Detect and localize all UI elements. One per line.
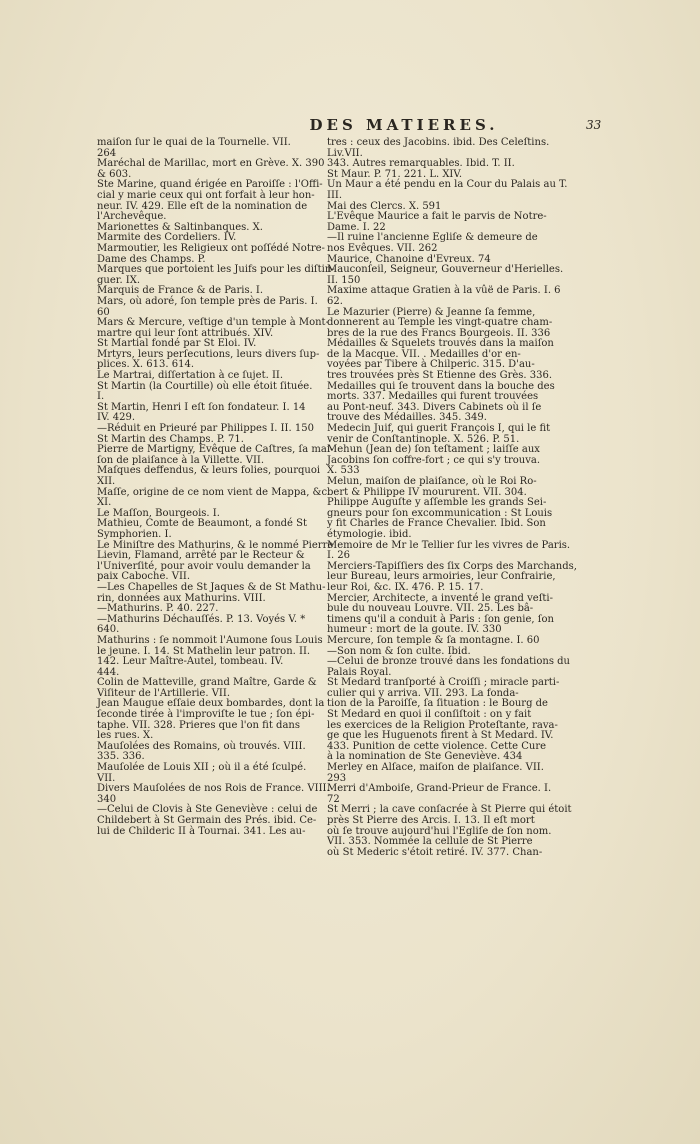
index-entry: II. 150 bbox=[327, 274, 361, 286]
index-entry: —Celui de bronze trouvé dans les fondations du bbox=[327, 656, 570, 668]
index-entry: paix Caboche. VII. bbox=[97, 571, 191, 583]
index-entry: nos Evêques. VII. 262 bbox=[327, 242, 438, 254]
index-entry: humeur : mort de la goute. IV. 330 bbox=[327, 624, 502, 636]
index-entry: St Martin (la Courtille) où elle étoit ſituée. bbox=[97, 380, 313, 392]
index-entry: ge que les Huguenots firent à St Medard. IV. bbox=[327, 730, 554, 742]
index-entry: Mathurins : ſe nommoit l'Aumone ſous Louis bbox=[97, 634, 323, 646]
index-entry: bres de la rue des Francs Bourgeois. II. 336 bbox=[327, 327, 551, 339]
index-entry: Merley en Alſace, maiſon de plaiſance. VII. bbox=[327, 762, 544, 774]
index-entry: Memoire de Mr le Tellier ſur les vivres de Paris. bbox=[327, 539, 571, 551]
index-entry: XII. bbox=[97, 476, 116, 487]
index-entry: St Medard tranſporté à Croiſſi ; miracle parti- bbox=[327, 677, 560, 689]
index-entry: 60 bbox=[97, 306, 110, 318]
index-entry: Mrtyrs, leurs perſecutions, leurs divers ſup- bbox=[97, 348, 320, 360]
index-entry: Maſſe, origine de ce nom vient de Mappa, &c. bbox=[97, 486, 331, 498]
index-entry: Palais Royal. bbox=[327, 666, 392, 678]
index-entry: IV. 429. bbox=[97, 412, 136, 424]
index-entry: leur Roi, &c. IX. 476. P. 15. 17. bbox=[327, 581, 484, 593]
index-entry: étymologie. ibid. bbox=[327, 528, 412, 540]
index-entry: culier qui y arriva. VII. 293. La fonda- bbox=[327, 687, 519, 699]
left-column bbox=[97, 138, 352, 837]
index-entry: les rues. X. bbox=[97, 730, 154, 742]
index-entry: Merri d'Amboiſe, Grand-Prieur de France. I. bbox=[327, 783, 552, 795]
index-entry: Jean Maugue eſſaie deux bombardes, dont la bbox=[97, 698, 325, 710]
index-entry: St Merri ; la cave conſacrée à St Pierre qui étoit bbox=[327, 804, 572, 816]
index-entry: gneurs pour ſon excommunication : St Louis bbox=[327, 507, 553, 519]
index-entry: Merciers-Tapiſſiers des ſix Corps des Marchands, bbox=[327, 560, 577, 572]
index-entry: Symphorien. I. bbox=[97, 528, 172, 540]
page-header: DES MATIERES. bbox=[309, 116, 499, 134]
index-entry: voyées par Tibere à Chilperic. 315. D'au- bbox=[327, 359, 535, 371]
index-entry: —Réduit en Prieuré par Philippes I. II. 150 bbox=[97, 423, 314, 435]
index-entry: tion de la Paroiſſe, ſa ſituation : le Bourg de bbox=[327, 698, 548, 710]
index-entry: XI. bbox=[97, 497, 112, 509]
index-entry: St Martin, Henri I eſt ſon fondateur. I. 14 bbox=[97, 401, 306, 413]
index-entry: Pierre de Martigny, Evêque de Caſtres, ſa mai- bbox=[97, 444, 334, 456]
index-entry: guer. IX. bbox=[97, 274, 141, 286]
index-entry: St Martin des Champs. P. 71. bbox=[97, 433, 244, 445]
index-entry: —Il ruine l'ancienne Egliſe & demeure de bbox=[327, 232, 538, 244]
index-entry: Maxime attaque Gratien à la vûë de Paris. I. 6 bbox=[327, 285, 561, 297]
index-entry: Medailles qui ſe trouvent dans la bouche des bbox=[327, 380, 555, 392]
index-entry: Marmoutier, les Religieux ont poſſédé Notre- bbox=[97, 242, 325, 254]
index-entry: martre qui leur ſont attribués. XIV. bbox=[97, 327, 274, 339]
index-entry: —Mathurins Déchauſſés. P. 13. Voyés V. * bbox=[97, 613, 306, 625]
index-entry: Maréchal de Marillac, mort en Grève. X. 390 bbox=[97, 158, 325, 170]
index-entry: Mauconſeil, Seigneur, Gouverneur d'Herielles. bbox=[327, 264, 564, 276]
index-entry: 444. bbox=[97, 666, 120, 678]
index-entry: 62. bbox=[327, 295, 343, 307]
index-entry: St Medard en quoi il conſiſtoit : on y fait bbox=[327, 709, 532, 721]
index-entry: à la nomination de Ste Geneviève. 434 bbox=[327, 751, 523, 763]
index-entry: I. 26 bbox=[327, 550, 351, 562]
index-entry: neur. IV. 429. Elle eſt de la nomination de bbox=[97, 200, 308, 212]
index-entry: Le Martrai, diſſertation à ce ſujet. II. bbox=[97, 370, 284, 382]
index-entry: ſeconde tirée à l'improviſte le tue ; ſon épi- bbox=[97, 709, 315, 721]
index-entry: 343. Autres remarquables. Ibid. T. II. bbox=[327, 158, 515, 170]
index-entry: l'Univerſité, pour avoir voulu demander la bbox=[97, 560, 311, 572]
index-entry: maiſon ſur le quai de la Tournelle. VII. bbox=[97, 137, 291, 148]
index-entry: de la Macque. VII. . Medailles d'or en- bbox=[327, 348, 521, 360]
index-entry: 142. Leur Maître-Autel, tombeau. IV. bbox=[97, 656, 284, 668]
index-entry: 335. 336. bbox=[97, 751, 145, 763]
index-entry: Melun, maiſon de plaiſance, où le Roi Ro- bbox=[327, 476, 537, 487]
index-entry: plices. X. 613. 614. bbox=[97, 359, 194, 371]
index-entry: I. bbox=[97, 391, 105, 403]
index-entry: Le Maſſon, Bourgeois. I. bbox=[97, 507, 220, 519]
index-entry: le jeune. I. 14. St Mathelin leur patron. II. bbox=[97, 645, 311, 657]
page-number: 33 bbox=[586, 118, 602, 132]
index-entry: Philippe Auguſte y aſſemble les grands Sei- bbox=[327, 497, 547, 509]
index-entry: donnerent au Temple les vingt-quatre cham- bbox=[327, 317, 553, 329]
index-entry: les exercices de la Religion Proteſtante, rava- bbox=[327, 719, 558, 731]
index-entry: VII. 353. Nommée la cellule de St Pierre bbox=[327, 836, 533, 848]
index-entry: taphe. VII. 328. Prieres que l'on fit dans bbox=[97, 719, 300, 731]
index-entry: timens qu'il a conduit à Paris : ſon genie, ſon bbox=[327, 613, 554, 625]
index-entry: —Les Chapelles de St Jaques & de St Mathu- bbox=[97, 581, 326, 593]
index-entry: Mathieu, Comte de Beaumont, a fondé St bbox=[97, 518, 307, 530]
index-entry: Divers Mauſolées de nos Rois de France. VIII. bbox=[97, 783, 330, 795]
index-entry: Un Maur a été pendu en la Cour du Palais au T. III. bbox=[327, 179, 568, 201]
index-entry: ſon de plaiſance à la Villette. VII. bbox=[97, 454, 265, 466]
index-entry: Marionettes & Saltinbanques. X. bbox=[97, 221, 263, 233]
index-entry: Mauſolées des Romains, où trouvés. VIII. bbox=[97, 740, 306, 752]
index-entry: —Celui de Clovis à Ste Geneviève : celui de bbox=[97, 804, 318, 816]
index-entry: Le Miniſtre des Mathurins, & le nommé Pierre bbox=[97, 539, 334, 551]
index-entry: bule du nouveau Louvre. VII. 25. Les bâ- bbox=[327, 603, 534, 615]
index-entry: où St Mederic s'étoit retiré. IV. 377. Chan- bbox=[327, 846, 543, 858]
index-entry: bert & Philippe IV moururent. VII. 304. bbox=[327, 486, 527, 498]
index-entry: Mercier, Architecte, a inventé le grand veſti- bbox=[327, 592, 553, 604]
index-entry: Mai des Clercs. X. 591 bbox=[327, 200, 442, 212]
index-entry: —Son nom & ſon culte. Ibid. bbox=[327, 645, 471, 657]
index-entry: Ste Marine, quand érigée en Paroiſſe : l'Offi- bbox=[97, 179, 323, 191]
index-entry: venir de Conſtantinople. X. 526. P. 51. bbox=[327, 433, 520, 445]
index-entry: & 603. bbox=[97, 168, 132, 180]
index-entry: Dame des Champs. P. bbox=[97, 253, 206, 265]
index-entry: St Maur. P. 71. 221. L. XIV. bbox=[327, 168, 463, 180]
index-entry: Medecin Juif, qui guerit François I, qui le fit bbox=[327, 423, 551, 435]
index-entry: Jacobins ſon coffre-fort ; ce qui s'y trouva. bbox=[327, 454, 541, 466]
index-entry: près St Pierre des Arcis. I. 13. Il eſt mort bbox=[327, 815, 535, 826]
index-entry: Le Mazurier (Pierre) & Jeanne ſa femme, bbox=[327, 306, 536, 318]
index-entry: 264 bbox=[97, 147, 117, 159]
index-entry: 340 bbox=[97, 793, 117, 805]
index-entry: 640. bbox=[97, 624, 120, 636]
index-entry: 293 bbox=[327, 772, 347, 784]
index-entry: lui de Childeric II à Tournai. 341. Les au- bbox=[97, 825, 306, 837]
index-entry: Maſques deffendus, & leurs folies, pourquoi bbox=[97, 465, 321, 477]
index-entry: L'Evêque Maurice a fait le parvis de Notre- bbox=[327, 211, 547, 223]
index-entry: 72 bbox=[327, 793, 340, 805]
index-entry: Mars & Mercure, veſtige d'un temple à Mont- bbox=[97, 317, 329, 329]
index-entry: 433. Punition de cette violence. Cette Cure bbox=[327, 740, 547, 752]
index-entry: X. 533 bbox=[327, 465, 360, 477]
index-entry: Maurice, Chanoine d'Evreux. 74 bbox=[327, 253, 491, 265]
index-entry: Marquis de France & de Paris. I. bbox=[97, 285, 264, 297]
index-entry: Médailles & Squelets trouvés dans la maiſon bbox=[327, 338, 554, 350]
index-entry: cial y marie ceux qui ont forfait à leur hon- bbox=[97, 189, 315, 201]
index-entry: Marques que portoient les Juifs pour les diſtin- bbox=[97, 264, 335, 276]
index-entry: —Mathurins. P. 40. 227. bbox=[97, 603, 219, 615]
index-entry: Dame. I. 22 bbox=[327, 221, 386, 233]
index-entry: Mars, où adoré, ſon temple près de Paris. I. bbox=[97, 295, 318, 307]
index-entry: Mercure, ſon temple & ſa montagne. I. 60 bbox=[327, 634, 540, 646]
index-entry: morts. 337. Medailles qui furent trouvées bbox=[327, 391, 539, 403]
index-entry: où ſe trouve aujourd'hui l'Egliſe de ſon nom. bbox=[327, 825, 552, 837]
right-column bbox=[327, 138, 582, 858]
index-entry: rin, données aux Mathurins. VIII. bbox=[97, 592, 266, 604]
index-entry: l'Archevêque. bbox=[97, 211, 167, 223]
index-entry: y fit Charles de France Chevalier. Ibid. Son bbox=[327, 518, 546, 530]
index-entry: leur Bureau, leurs armoiries, leur Confrairie, bbox=[327, 571, 556, 583]
index-entry: Lievin, Flamand, arrêté par le Recteur & bbox=[97, 550, 305, 562]
index-entry: tres : ceux des Jacobins. ibid. Des Celeſtins. Liv.VII. bbox=[327, 137, 550, 159]
index-entry: Childebert à St Germain des Prés. ibid. Ce- bbox=[97, 815, 317, 826]
index-entry: tres trouvées près St Etienne des Grès. 336. bbox=[327, 370, 553, 382]
index-entry: au Pont-neuf. 343. Divers Cabinets où il ſe bbox=[327, 401, 542, 413]
index-entry: trouve des Médailles. 345. 349. bbox=[327, 412, 487, 424]
index-entry: Colin de Matteville, grand Maître, Garde & bbox=[97, 677, 317, 689]
index-entry: Viſiteur de l'Artillerie. VII. bbox=[97, 687, 231, 699]
index-entry: Mauſolée de Louis XII ; où il a été ſculpé. bbox=[97, 762, 307, 774]
index-entry: VII. bbox=[97, 772, 116, 784]
index-entry: St Martial fondé par St Eloi. IV. bbox=[97, 338, 257, 350]
index-entry: Marmite des Cordeliers. IV. bbox=[97, 232, 237, 244]
index-entry: Mehun (Jean de) ſon teſtament ; laiſſe aux bbox=[327, 444, 540, 456]
